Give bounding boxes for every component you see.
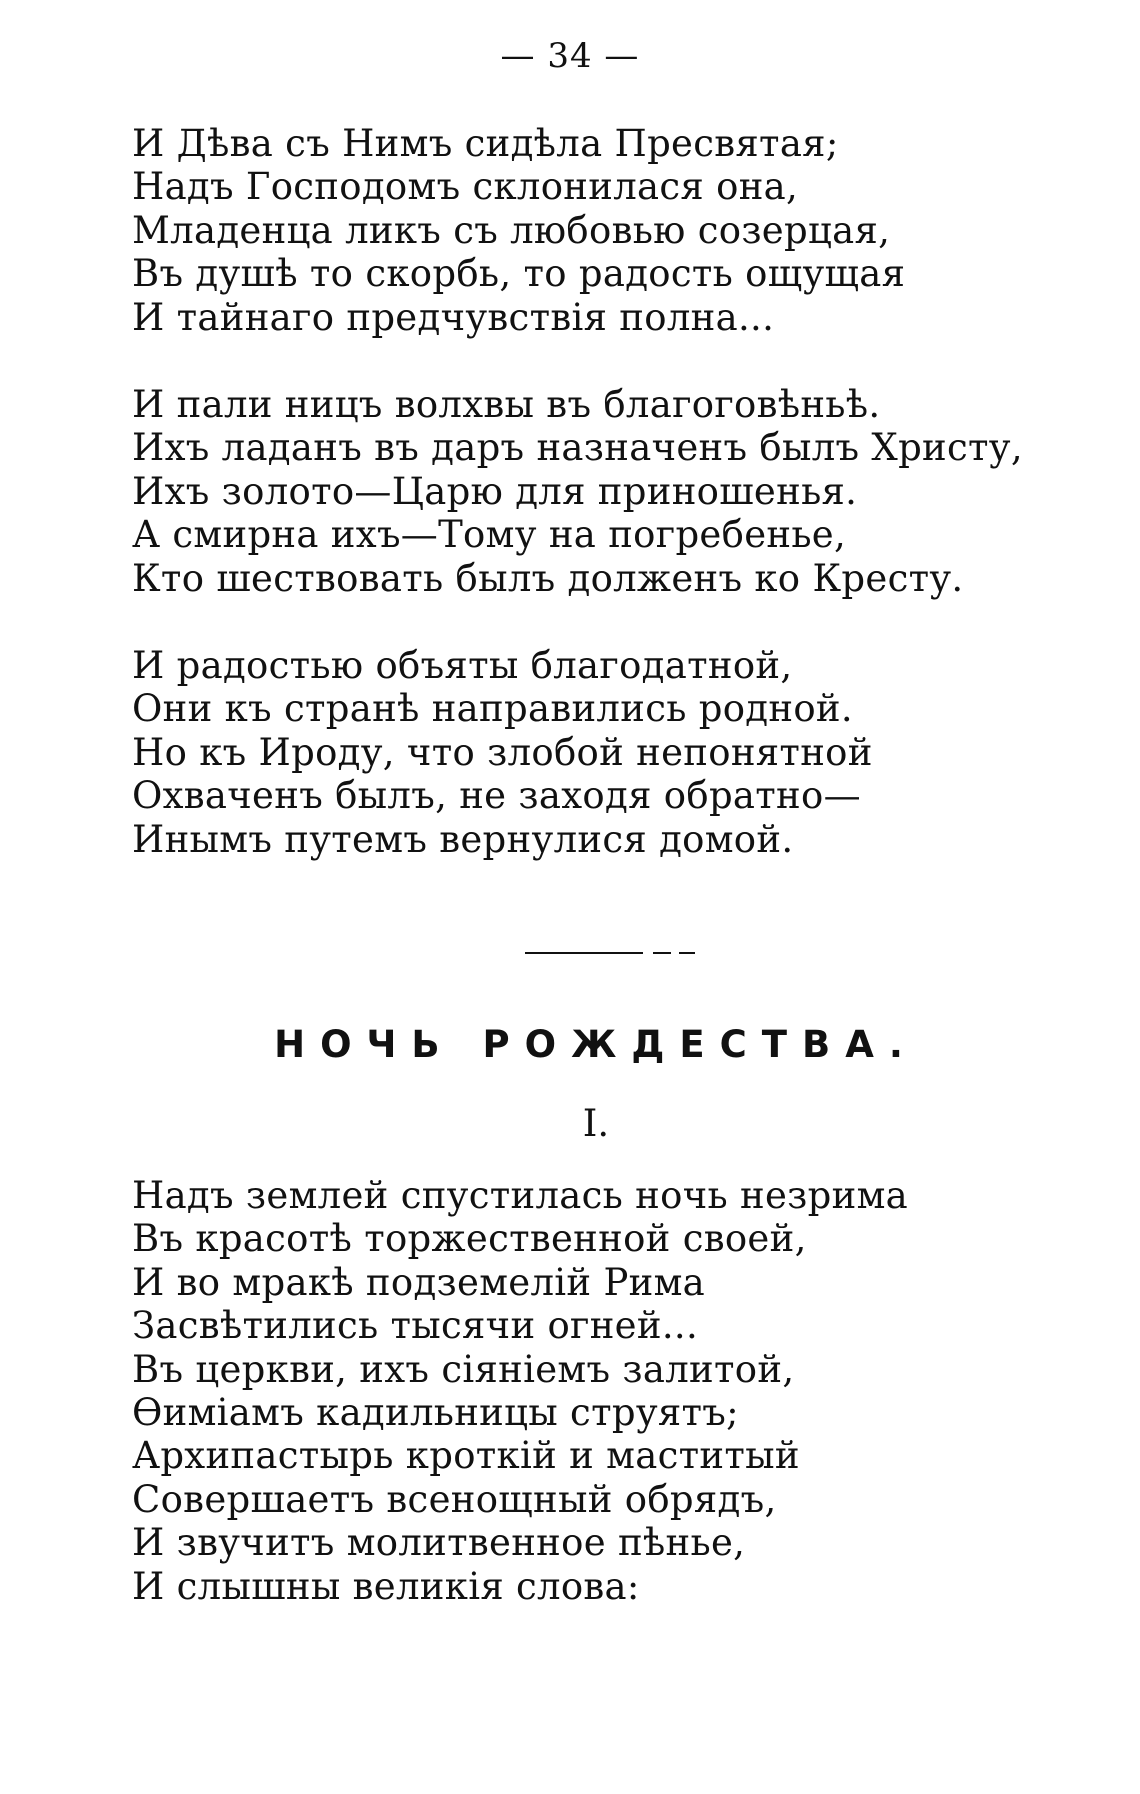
verse-line: Ѳиміамъ кадильницы струятъ; (132, 1390, 739, 1434)
verse-line: И Дѣва съ Нимъ сидѣла Пресвятая; (132, 122, 839, 165)
verse-line: И звучитъ молитвенное пѣнье, (132, 1521, 746, 1565)
verse-line: Надъ Господомъ склонилася она, (132, 165, 799, 209)
verse-line: И во мракѣ подземелій Рима (132, 1260, 706, 1304)
verse-line: Надъ землей спустилась ночь незрима (132, 1174, 909, 1217)
section-number: I. (582, 1102, 610, 1145)
poem-body (132, 1174, 908, 1608)
verse-line: Охваченъ былъ, не заходя обратно— (132, 774, 861, 818)
stanza (132, 644, 873, 861)
verse-line: И пали ницъ волхвы въ благоговѣньѣ. (132, 383, 881, 426)
verse-line: Кто шествовать былъ долженъ ко Кресту. (132, 556, 964, 600)
verse-line: И тайнаго предчувствія полна... (132, 295, 775, 339)
verse-line: Архипастырь кроткій и маститый (132, 1434, 800, 1478)
section-separator (525, 948, 695, 958)
separator-rule-icon (525, 948, 695, 958)
stanza (132, 383, 1023, 600)
verse-line: И радостью объяты благодатной, (132, 644, 793, 687)
poem-title: НОЧЬ РОЖДЕСТВА. (274, 1023, 918, 1066)
verse-line: Въ церкви, ихъ сіяніемъ залитой, (132, 1347, 795, 1391)
verse-line: А смирна ихъ—Тому на погребенье, (132, 513, 847, 557)
verse-line: Но къ Ироду, что злобой непонятной (132, 730, 873, 774)
verse-line: И слышны великія слова: (132, 1564, 640, 1608)
page-number: — 34 — (500, 36, 640, 76)
verse-line: Ихъ золото—Царю для приношенья. (132, 469, 858, 513)
verse-line: Въ красотѣ торжественной своей, (132, 1217, 807, 1261)
verse-line: Младенца ликъ съ любовью созерцая, (132, 208, 891, 252)
verse-line: Инымъ путемъ вернулися домой. (132, 817, 794, 861)
verse-line: Они къ странѣ направились родной. (132, 687, 853, 731)
verse-line: Въ душѣ то скорбь, то радость ощущая (132, 252, 906, 296)
verse-line: Совершаетъ всенощный обрядъ, (132, 1477, 777, 1521)
verse-line: Ихъ ладанъ въ даръ назначенъ былъ Христу, (132, 426, 1023, 470)
verse-line: Засвѣтились тысячи огней... (132, 1304, 699, 1348)
stanza (132, 122, 905, 339)
